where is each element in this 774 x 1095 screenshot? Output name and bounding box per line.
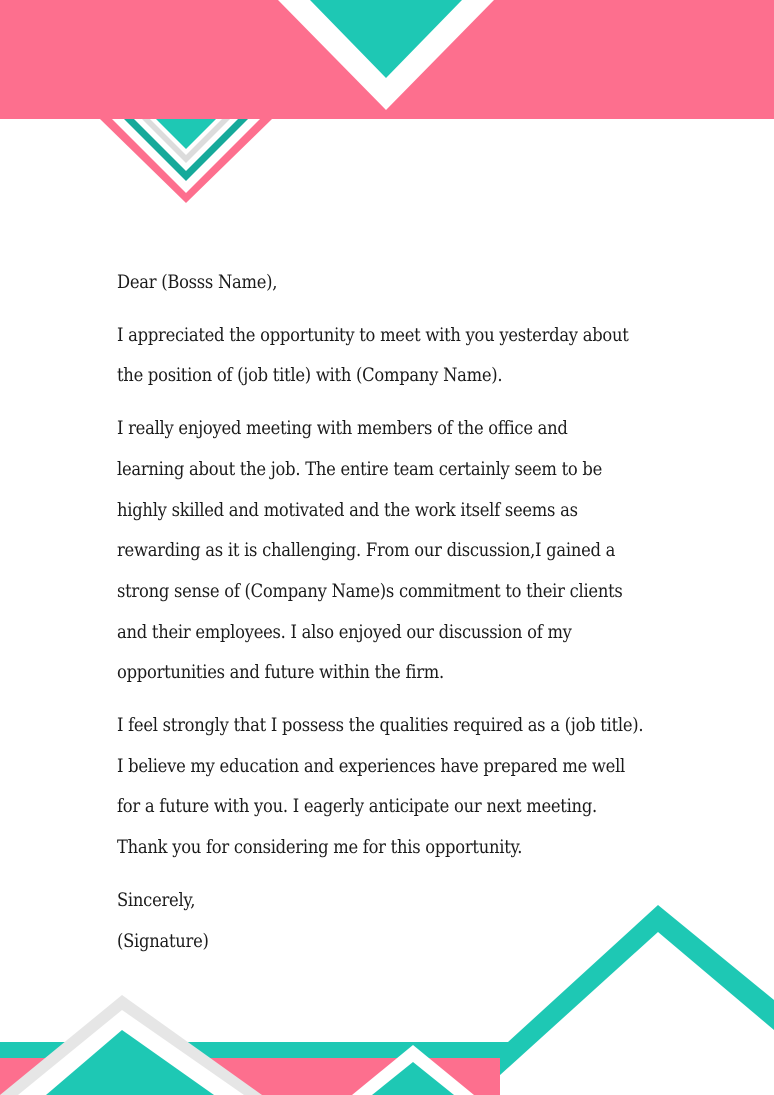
paragraph-2 [117, 408, 677, 693]
paragraph-2-line: learning about the job. The entire team certainly seem to be [117, 457, 603, 480]
paragraph-3 [117, 705, 677, 868]
closing-block [117, 880, 677, 961]
paragraph-2-line: highly skilled and motivated and the work itself seems as [117, 498, 578, 521]
paragraph-1 [117, 315, 677, 396]
paragraph-2-line: strong sense of (Company Name)s commitment to their clients [117, 579, 623, 602]
paragraph-3-line: for a future with you. I eagerly anticipate our next meeting. [117, 795, 597, 818]
paragraph-2-line: and their employees. I also enjoyed our discussion of my [117, 620, 572, 643]
paragraph-2-line: rewarding as it is challenging. From our discussion,I gained a [117, 539, 616, 562]
salutation [117, 262, 677, 303]
paragraph-2-line: opportunities and future within the firm. [117, 661, 444, 684]
paragraph-1-line: I appreciated the opportunity to meet with you yesterday about [117, 323, 629, 346]
paragraph-3-line: I feel strongly that I possess the qualities required as a (job title). [117, 714, 644, 737]
signature: (Signature) [117, 929, 209, 952]
paragraph-3-line: I believe my education and experiences have prepared me well [117, 754, 626, 777]
paragraph-1-line: the position of (job title) with (Company Name). [117, 364, 503, 387]
closing: Sincerely, [117, 888, 196, 911]
salutation-text: Dear (Bosss Name), [117, 271, 278, 293]
letter-body [117, 262, 677, 961]
paragraph-2-line: I really enjoyed meeting with members of the office and [117, 417, 568, 440]
paragraph-3-line: Thank you for considering me for this opportunity. [117, 836, 523, 859]
